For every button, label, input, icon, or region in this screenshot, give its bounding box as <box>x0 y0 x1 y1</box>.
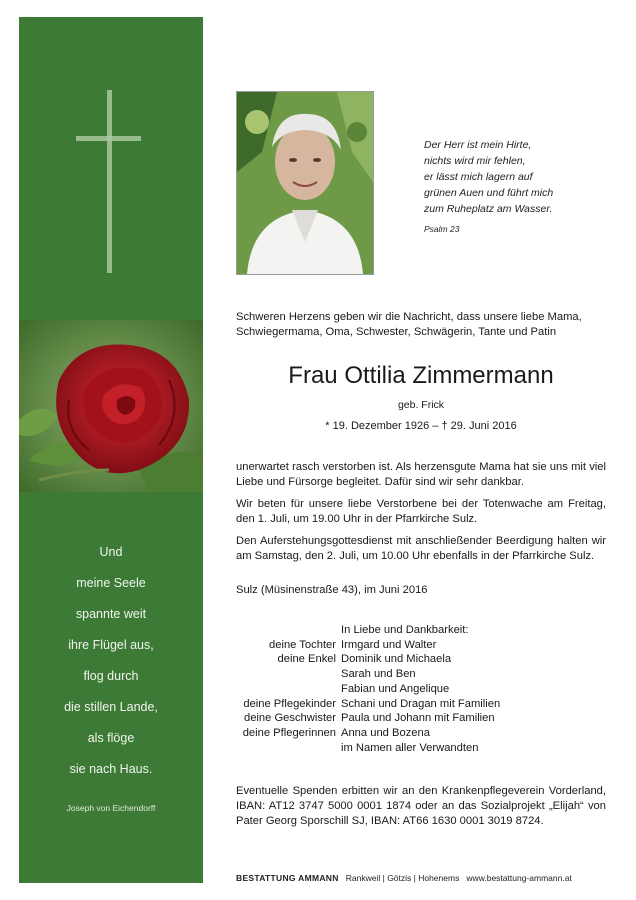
cross-vertical <box>107 90 112 273</box>
names: Anna und Bozena <box>341 726 430 739</box>
portrait-photo <box>236 91 374 275</box>
family-row <box>236 697 606 712</box>
rose-image <box>19 320 203 492</box>
poem-line: die stillen Lande, <box>64 700 158 714</box>
names: Irmgard und Walter <box>341 638 437 651</box>
names: im Namen aller Verwandten <box>341 741 479 754</box>
family-row <box>236 638 606 653</box>
family-row <box>236 667 606 682</box>
left-banner <box>19 17 203 883</box>
poem <box>19 542 203 790</box>
place-date: Sulz (Müsinenstraße 43), im Juni 2016 <box>236 584 428 596</box>
family-row <box>236 711 606 726</box>
family-row <box>236 741 606 756</box>
poem-line: flog durch <box>83 669 139 683</box>
poem-line: spannte weit <box>75 607 147 621</box>
psalm-line: grünen Auen und führt mich <box>424 187 554 199</box>
family-row <box>236 726 606 741</box>
family-row <box>236 652 606 667</box>
family-list <box>236 623 606 755</box>
footer-url[interactable]: www.bestattung-ammann.at <box>466 873 572 883</box>
life-dates: * 19. Dezember 1926 – † 29. Juni 2016 <box>325 420 517 432</box>
footer-brand: BESTATTUNG AMMANN <box>236 873 339 883</box>
relation: deine Pflegerinnen <box>242 726 336 739</box>
relation: deine Tochter <box>269 638 336 651</box>
footer-locations: Rankweil | Götzis | Hohenems <box>345 873 460 883</box>
cross-horizontal <box>76 136 141 141</box>
poem-line: ihre Flügel aus, <box>68 638 154 652</box>
poem-author: Joseph von Eichendorff <box>66 803 156 813</box>
relation <box>236 741 341 756</box>
poem-line: meine Seele <box>76 576 146 590</box>
relation: deine Pflegekinder <box>243 697 336 710</box>
announcement-body <box>236 460 606 571</box>
psalm-quote <box>424 137 553 237</box>
footer <box>236 873 572 883</box>
relation <box>236 623 341 638</box>
psalm-reference: Psalm 23 <box>424 224 460 234</box>
family-row <box>236 623 606 638</box>
relation <box>236 682 341 697</box>
names: Fabian und Angelique <box>341 682 450 695</box>
poem-line: als flöge <box>87 731 135 745</box>
psalm-line: nichts wird mir fehlen, <box>424 155 526 167</box>
psalm-line: Der Herr ist mein Hirte, <box>424 139 532 151</box>
body-paragraph: Den Auferstehungsgottesdienst mit anschließender Beerdigung halten wir am Samstag, den 2. Juli, um 10.00 Uhr ebenfalls in der Pfarrkirche Sulz. <box>236 535 606 562</box>
names: Sarah und Ben <box>341 668 416 681</box>
names: In Liebe und Dankbarkeit: <box>341 624 469 636</box>
names: Schani und Dragan mit Familien <box>341 697 501 710</box>
deceased-name: Frau Ottilia Zimmermann <box>288 362 554 389</box>
body-paragraph: Wir beten für unsere liebe Verstorbene bei der Totenwache am Freitag, den 1. Juli, um 19.00 Uhr in der Pfarrkirche Sulz. <box>236 498 606 525</box>
poem-line: Und <box>99 545 123 559</box>
names: Dominik und Michaela <box>341 653 452 666</box>
family-row <box>236 682 606 697</box>
relation <box>236 667 341 682</box>
psalm-line: er lässt mich lagern auf <box>424 171 533 183</box>
body-paragraph: unerwartet rasch verstorben ist. Als herzensgute Mama hat sie uns mit viel Liebe und Fürsorge begleitet. Dafür sind wir sehr dankbar. <box>236 461 606 488</box>
donation-note: Eventuelle Spenden erbitten wir an den Krankenpflegeverein Vorderland, IBAN: AT12 3747 5000 0001 1874 oder an das Sozialprojekt „Elijah“ von Pater Georg Sporschill SJ, IBAN: AT66 1630 0001 3019 8724. <box>236 785 606 827</box>
relation: deine Enkel <box>277 653 336 666</box>
announcement-intro: Schweren Herzens geben wir die Nachricht, dass unsere liebe Mama, Schwiegermama, Oma, Schwester, Schwägerin, Tante und Patin <box>236 311 582 338</box>
relation: deine Geschwister <box>243 712 336 725</box>
birth-name: geb. Frick <box>397 399 445 411</box>
names: Paula und Johann mit Familien <box>341 712 495 725</box>
psalm-line: zum Ruheplatz am Wasser. <box>424 203 553 215</box>
poem-line: sie nach Haus. <box>69 762 153 776</box>
